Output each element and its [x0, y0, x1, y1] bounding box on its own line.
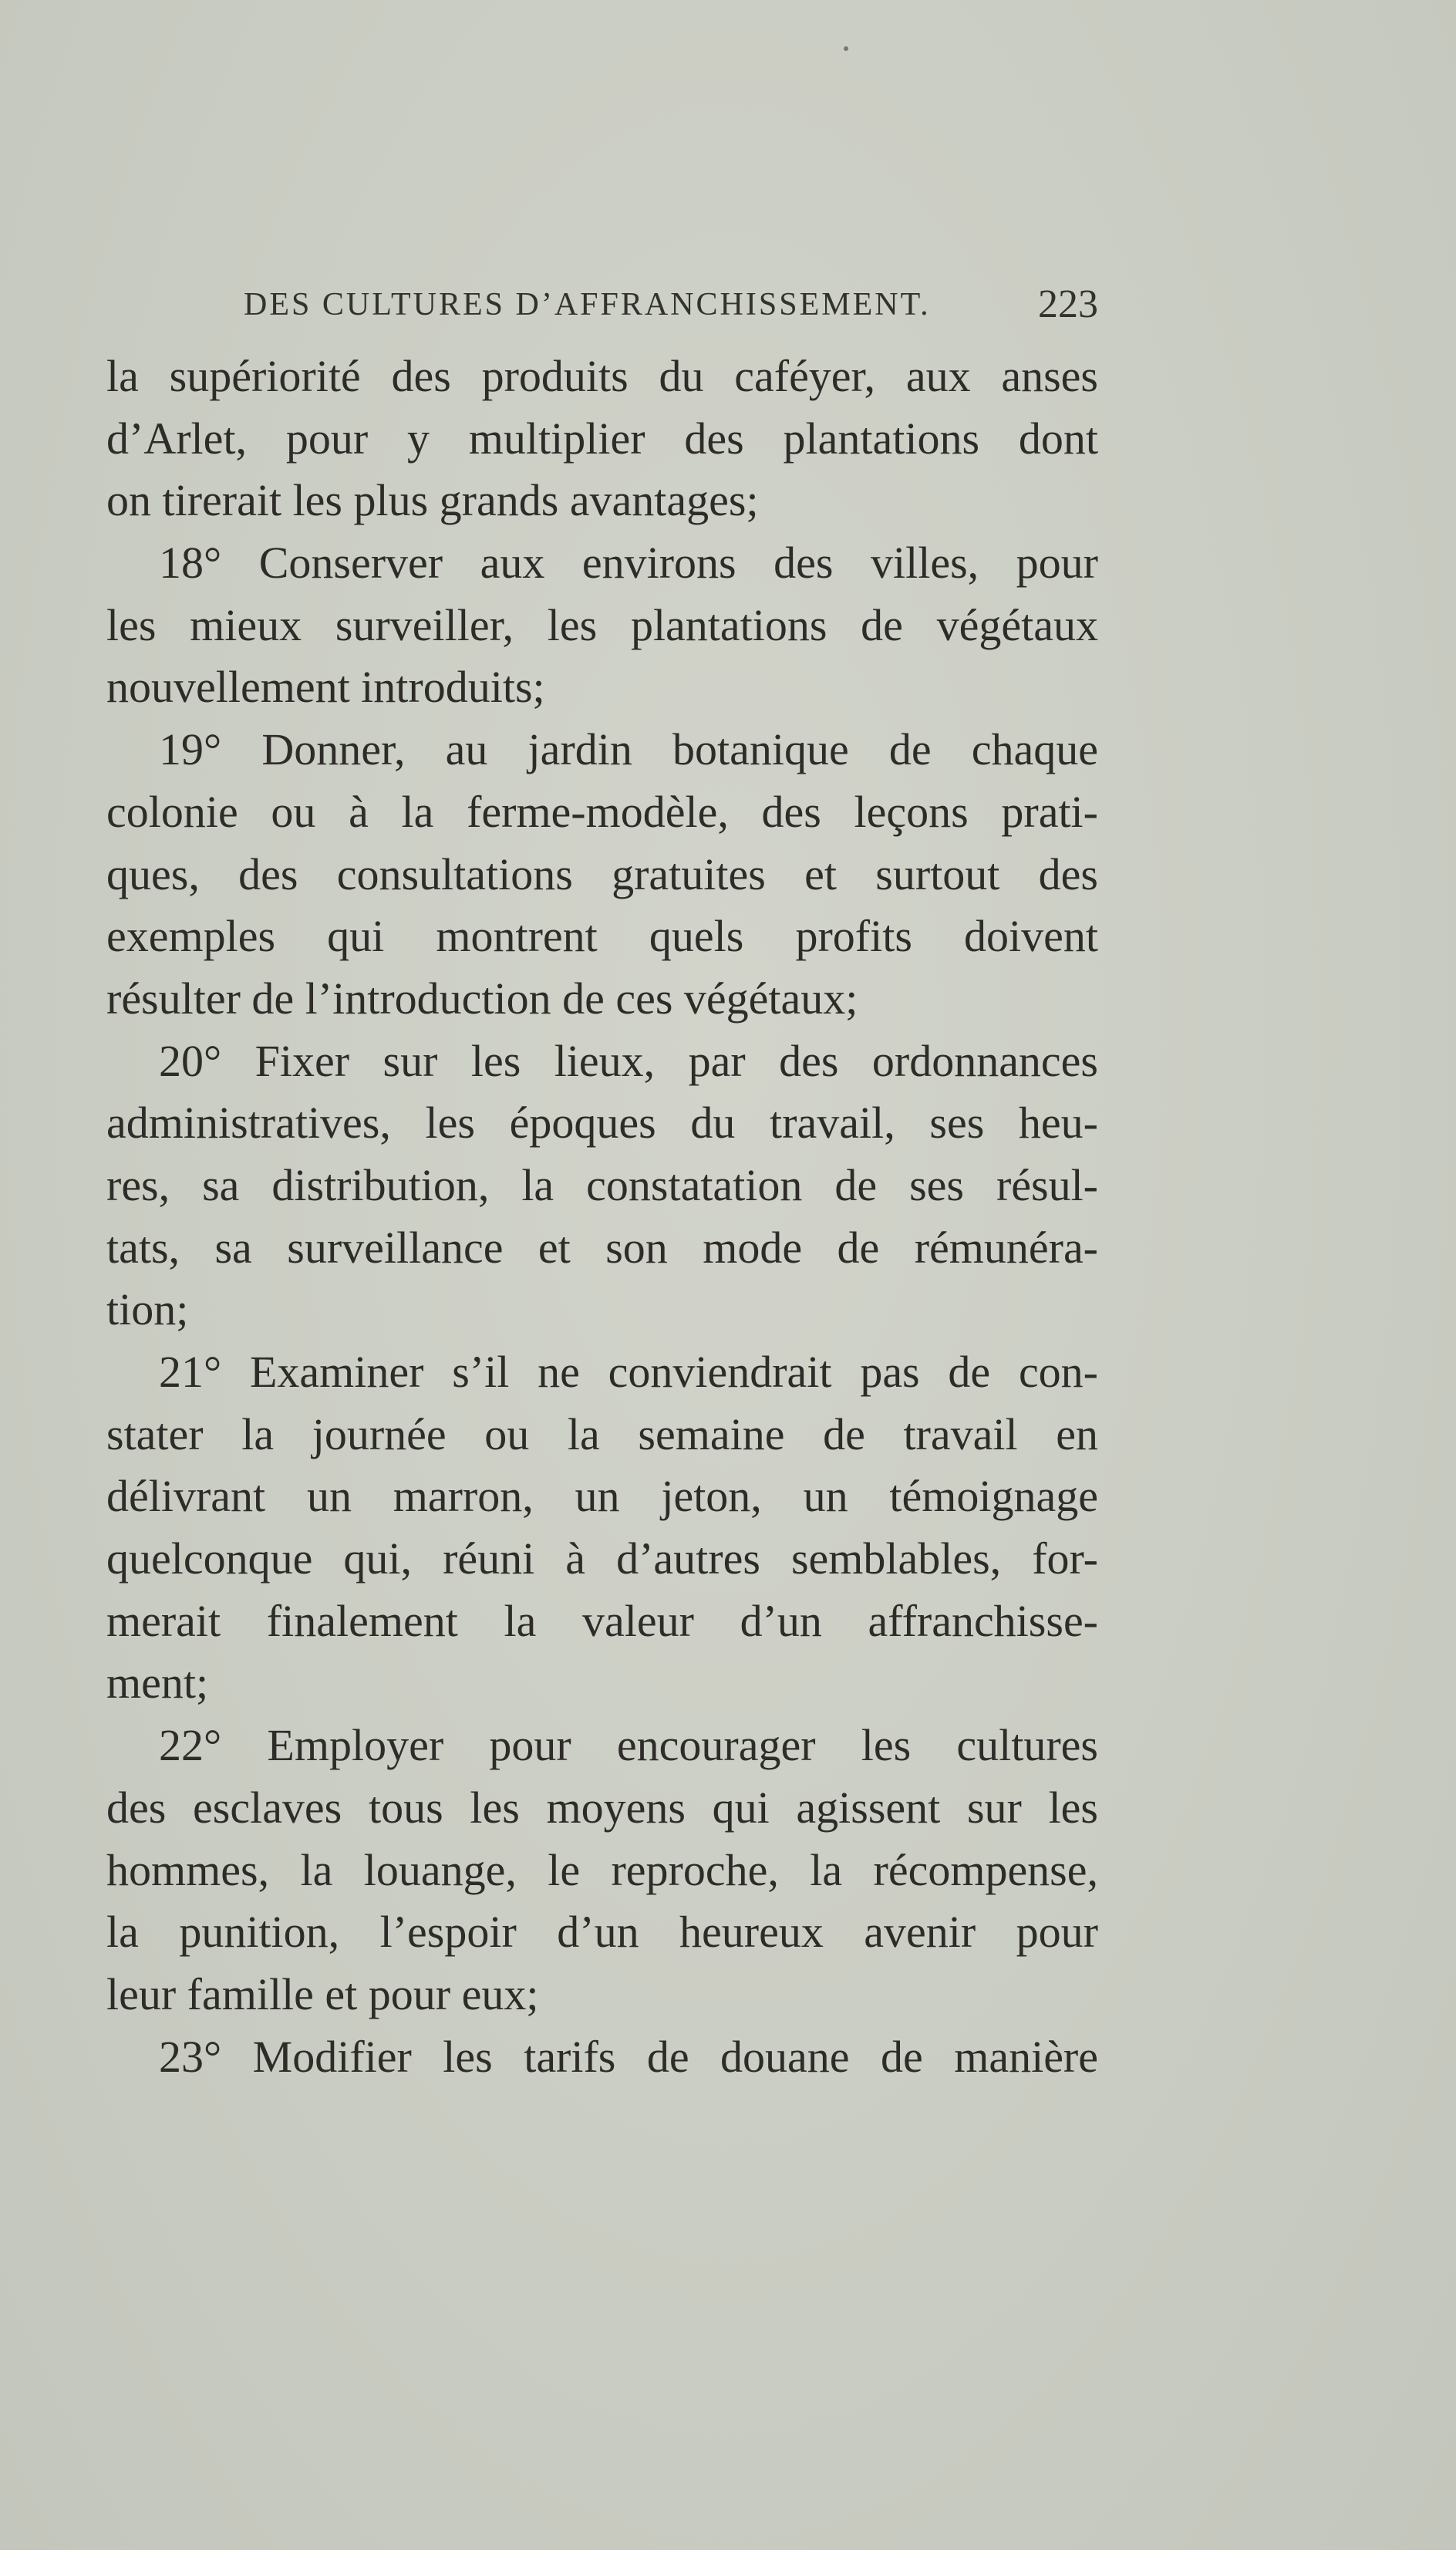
text-line: leur famille et pour eux;	[106, 1968, 539, 2019]
text-line: hommes, la louange, le reproche, la récompense,	[106, 1844, 1098, 1895]
text-line: administratives, les époques du travail, ses heu-	[106, 1098, 1098, 1149]
page-number: 223	[1038, 282, 1098, 326]
text-line: résulter de l’introduction de ces végétaux;	[106, 973, 858, 1024]
text-line: délivrant un marron, un jeton, un témoignage	[106, 1471, 1098, 1522]
text-line: merait finalement la valeur d’un affranchisse-	[106, 1595, 1098, 1646]
text-line: quelconque qui, réuni à d’autres semblables, for-	[106, 1533, 1098, 1584]
text-line: res, sa distribution, la constatation de ses résul-	[106, 1159, 1098, 1210]
text-line: 20° Fixer sur les lieux, par des ordonnances	[159, 1035, 1098, 1086]
text-line: 18° Conserver aux environs des villes, pour	[159, 538, 1098, 589]
text-line: 19° Donner, au jardin botanique de chaque	[159, 724, 1098, 775]
ink-speck	[844, 46, 848, 51]
text-line: nouvellement introduits;	[106, 662, 545, 713]
text-line: 22° Employer pour encourager les cultures	[159, 1720, 1098, 1771]
text-line: tion;	[106, 1284, 189, 1335]
text-line: les mieux surveiller, les plantations de végétaux	[106, 599, 1098, 650]
text-line: la supériorité des produits du caféyer, aux anses	[106, 351, 1098, 401]
text-line: tats, sa surveillance et son mode de rémunéra-	[106, 1222, 1098, 1273]
body-text	[106, 346, 1098, 2088]
text-line: d’Arlet, pour y multiplier des plantations dont	[106, 413, 1098, 464]
text-line: ques, des consultations gratuites et surtout des	[106, 848, 1098, 899]
text-line: stater la journée ou la semaine de travail en	[106, 1408, 1098, 1459]
text-line: exemples qui montrent quels profits doivent	[106, 911, 1098, 962]
text-line: 23° Modifier les tarifs de douane de manière	[159, 2031, 1098, 2082]
running-title: DES CULTURES D’AFFRANCHISSEMENT.	[244, 287, 931, 322]
text-line: colonie ou à la ferme-modèle, des leçons prati-	[106, 786, 1098, 837]
text-line: 21° Examiner s’il ne conviendrait pas de con-	[159, 1347, 1098, 1397]
text-line: la punition, l’espoir d’un heureux avenir pour	[106, 1907, 1098, 1958]
text-line: des esclaves tous les moyens qui agissent sur les	[106, 1782, 1098, 1833]
text-line: on tirerait les plus grands avantages;	[106, 475, 759, 526]
text-line: ment;	[106, 1658, 209, 1708]
page-header	[106, 278, 1098, 332]
